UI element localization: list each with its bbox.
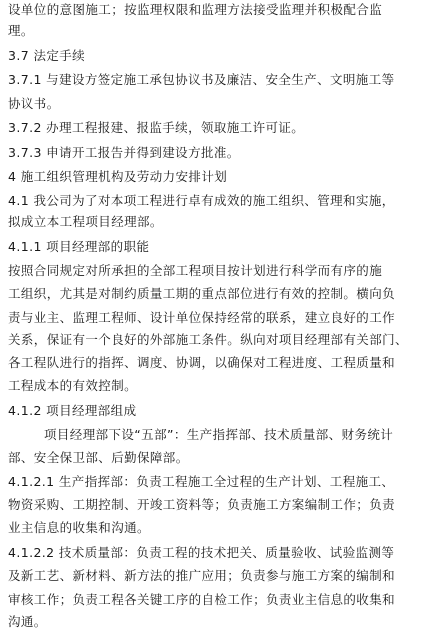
- text-line: 部、安全保卫部、后勤保障部。: [8, 450, 189, 465]
- text-line: 工组织，尤其是对制约质量工期的重点部位进行有效的控制。横向负: [8, 286, 396, 301]
- text-line: 4.1.2.2 技术质量部：负责工程的技术把关、质量验收、试验监测等: [8, 545, 395, 560]
- text-line: 关系，保证有一个良好的外部施工条件。纵向对项目经理部有关部门、: [8, 332, 408, 347]
- text-line: 工程成本的有效控制。: [8, 378, 138, 393]
- section-heading: 3.7 法定手续: [8, 48, 86, 63]
- text-line: 设单位的意图施工；按监理权限和监理方法接受监理并积极配合监: [8, 2, 383, 17]
- text-line: 责与业主、监理工程师、设计单位保持经常的联系，建立良好的工作: [8, 310, 396, 325]
- text-line: 4.1 我公司为了对本项工程进行卓有成效的施工组织、管理和实施，: [8, 193, 395, 208]
- text-line: 沟通。: [8, 614, 47, 629]
- text-line: 按照合同规定对所承担的全部工程项目按计划进行科学而有序的施: [8, 263, 383, 278]
- text-line: 3.7.2 办理工程报建、报监手续，领取施工许可证。: [8, 120, 305, 135]
- text-line: 审核工作；负责工程各关键工序的自检工作；负责业主信息的收集和: [8, 592, 396, 607]
- text-line: 及新工艺、新材料、新方法的推广应用；负责参与施工方案的编制和: [8, 568, 396, 583]
- text-line: 各工程队进行的指挥、调度、协调，以确保对工程进度、工程质量和: [8, 355, 396, 370]
- text-line: 拟成立本工程项目经理部。: [8, 214, 163, 229]
- text-line: 业主信息的收集和沟通。: [8, 520, 150, 535]
- text-line: 3.7.1 与建设方签定施工承包协议书及廉洁、安全生产、文明施工等: [8, 72, 395, 87]
- text-line: 3.7.3 申请开工报告并得到建设方批准。: [8, 145, 240, 160]
- text-line: 协议书。: [8, 96, 60, 111]
- section-heading: 4.1.2 项目经理部组成: [8, 403, 137, 418]
- section-heading: 4 施工组织管理机构及劳动力安排计划: [8, 169, 228, 184]
- text-line: 4.1.2.1 生产指挥部：负责工程施工全过程的生产计划、工程施工、: [8, 474, 395, 489]
- text-line: 物资采购、工期控制、开竣工资料等；负责施工方案编制工作；负责: [8, 497, 396, 512]
- text-line: 项目经理部下设“五部”：生产指挥部、技术质量部、财务统计: [44, 427, 394, 442]
- text-line: 理。: [8, 23, 34, 38]
- section-heading: 4.1.1 项目经理部的职能: [8, 239, 150, 254]
